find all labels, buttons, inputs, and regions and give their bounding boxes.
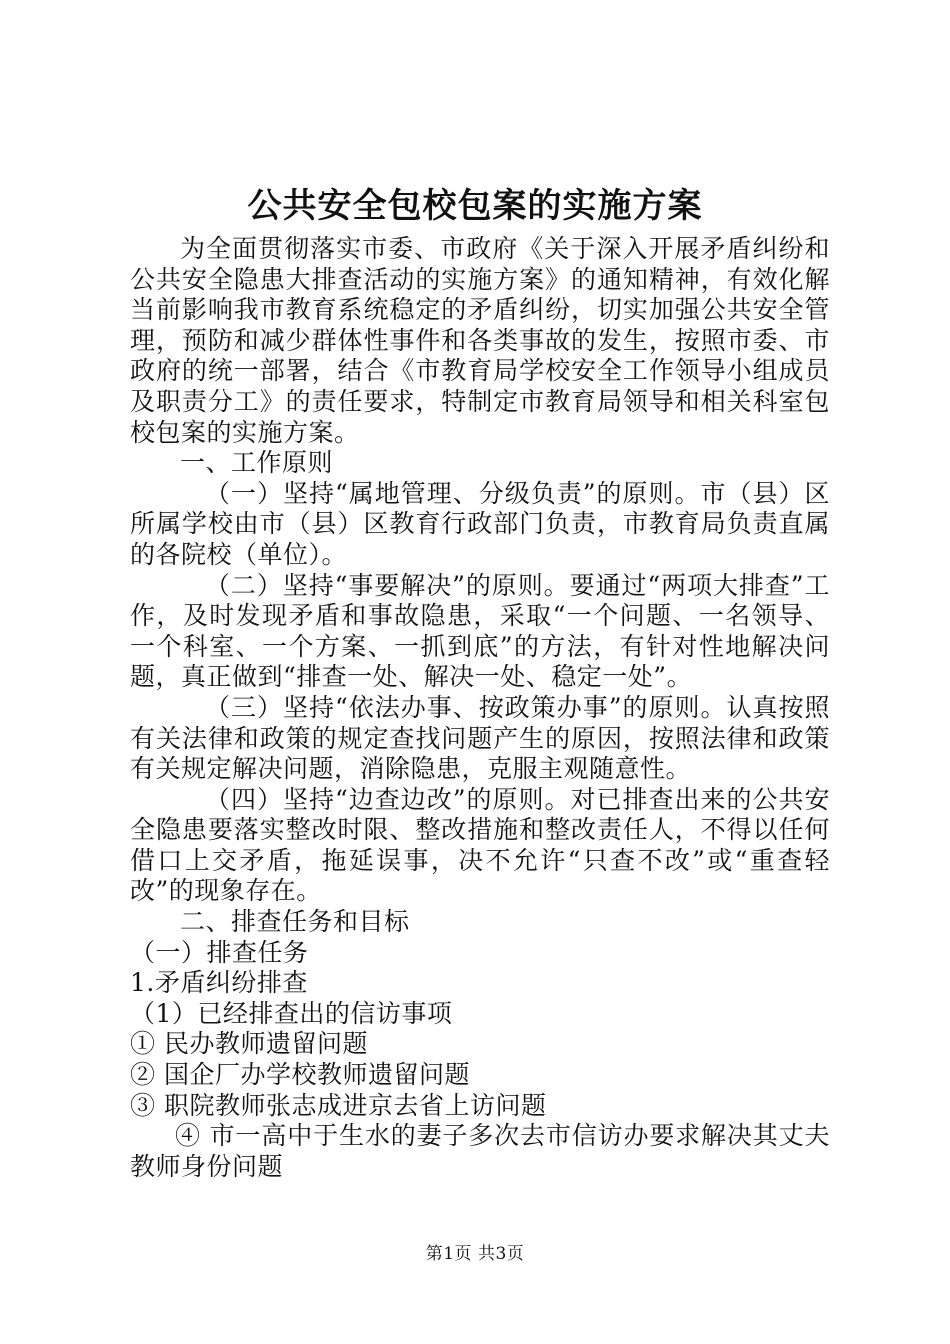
principle-paragraph-2: （二）坚持“事要解决”的原则。要通过“两项大排查”工作，及时发现矛盾和事故隐患，采取“一个问题、一名领导、一个科室、一个方案、一抓到底”的方法，有针对性地解决问题，真正做到“排查一处、解决一处、稳定一处”。 [130,570,830,692]
document-body [130,234,830,1182]
list-heading-disputes: 1.矛盾纠纷排查 [130,968,308,998]
principle-paragraph-4: （四）坚持“边查边改”的原则。对已排查出来的公共安全隐患要落实整改时限、整改措施和整改责任人，不得以任何借口上交矛盾，拖延误事，决不允许“只查不改”或“重查轻改”的现象存在。 [130,784,830,906]
page-number-footer: 第1页 共3页 [425,1244,525,1264]
list-item: ② 国企厂办学校教师遗留问题 [130,1060,470,1090]
list-item: ① 民办教师遗留问题 [130,1029,368,1059]
list-subheading-petitions: （1）已经排查出的信访事项 [130,998,453,1028]
principle-paragraph-1: （一）坚持“属地管理、分级负责”的原则。市（县）区所属学校由市（县）区教育行政部门负责，市教育局负责直属的各院校（单位）。 [130,478,830,569]
intro-paragraph: 为全面贯彻落实市委、市政府《关于深入开展矛盾纠纷和公共安全隐患大排查活动的实施方案》的通知精神，有效化解当前影响我市教育系统稳定的矛盾纠纷，切实加强公共安全管理，预防和减少群体性事件和各类事故的发生，按照市委、市政府的统一部署，结合《市教育局学校安全工作领导小组成员及职责分工》的责任要求，特制定市教育局领导和相关科室包校包案的实施方案。 [130,234,830,447]
principle-paragraph-3: （三）坚持“依法办事、按政策办事”的原则。认真按照有关法律和政策的规定查找问题产生的原因，按照法律和政策有关规定解决问题，消除隐患，克服主观随意性。 [130,692,830,784]
list-item: ③ 职院教师张志成进京去省上访问题 [130,1090,547,1120]
section-heading-work-principles: 一、工作原则 [180,448,334,478]
list-item: ④ 市一高中于生水的妻子多次去市信访办要求解决其丈夫教师身份问题 [130,1121,830,1181]
document-title: 公共安全包校包案的实施方案 [247,186,703,226]
section-heading-tasks-goals: 二、排查任务和目标 [180,907,410,937]
subsection-heading-tasks: （一）排查任务 [130,937,309,967]
